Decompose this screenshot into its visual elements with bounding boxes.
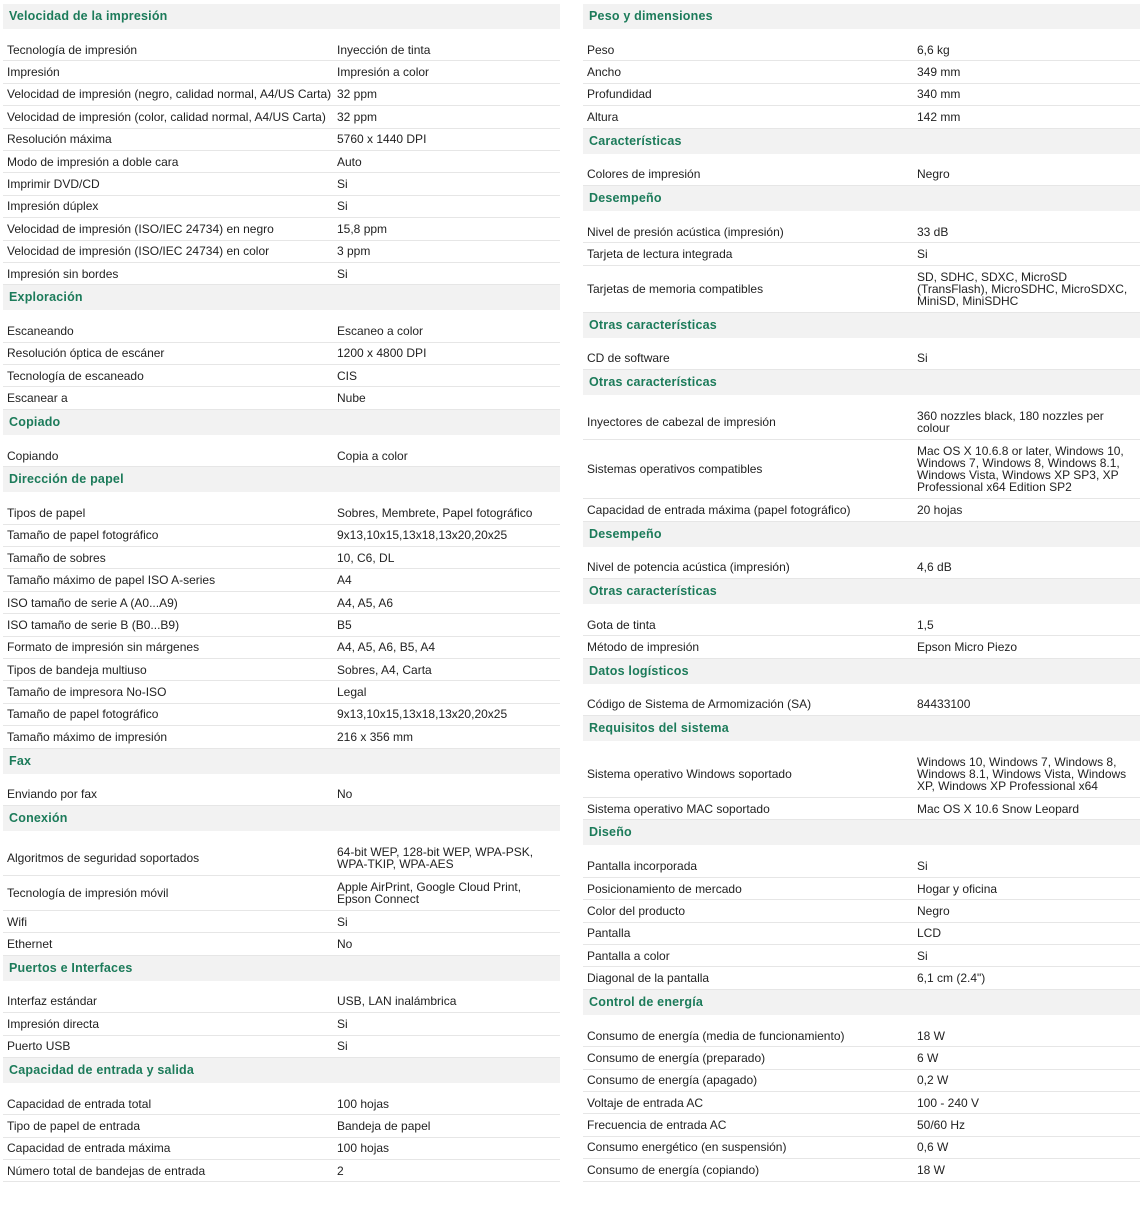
spec-label: Sistema operativo MAC soportado <box>587 801 770 816</box>
spec-value: Inyección de tinta <box>337 42 431 57</box>
spec-label: Resolución máxima <box>7 132 112 147</box>
spec-label: Imprimir DVD/CD <box>7 177 100 192</box>
spec-label: Voltaje de entrada AC <box>587 1095 704 1110</box>
spec-value: 50/60 Hz <box>917 1118 966 1133</box>
spec-label: Tarjetas de memoria compatibles <box>587 281 764 296</box>
spec-value: Escaneo a color <box>337 323 424 338</box>
section-title: Dirección de papel <box>3 467 560 492</box>
spec-row <box>3 151 560 173</box>
spec-label: Escaneando <box>7 323 74 338</box>
spec-label: Tipos de bandeja multiuso <box>7 662 147 677</box>
spec-label: Ethernet <box>7 937 53 952</box>
spec-label: Inyectores de cabezal de impresión <box>587 415 776 430</box>
section-spacer <box>3 981 560 991</box>
spec-label: Consumo de energía (copiando) <box>587 1162 760 1177</box>
spec-row <box>3 525 560 547</box>
spec-label: Tecnología de impresión <box>7 42 138 57</box>
spec-value: Si <box>917 859 928 874</box>
spec-label: Número total de bandejas de entrada <box>7 1163 206 1178</box>
spec-row <box>583 440 1140 499</box>
spec-label: ISO tamaño de serie A (A0...A9) <box>7 595 178 610</box>
spec-label: Tamaño de papel fotográfico <box>7 707 159 722</box>
spec-value: 1,5 <box>917 617 934 632</box>
spec-value: 9x13,10x15,13x18,13x20,20x25 <box>337 528 508 543</box>
spec-value: Sobres, Membrete, Papel fotográfico <box>337 505 533 520</box>
spec-row <box>3 841 560 876</box>
spec-section-requisitos-del-sistema <box>583 716 1140 820</box>
spec-section-caracteristicas <box>583 129 1140 186</box>
spec-section-exploracion <box>3 285 560 410</box>
section-title: Otras características <box>583 370 1140 395</box>
spec-row <box>583 39 1140 61</box>
spec-section-capacidad-de-entrada-y-salida <box>3 1058 560 1183</box>
spec-label: Capacidad de entrada máxima (papel fotográfico) <box>587 502 851 517</box>
spec-row <box>583 636 1140 658</box>
spec-row <box>583 1025 1140 1047</box>
spec-value: 15,8 ppm <box>337 221 388 236</box>
spec-value: Si <box>337 199 348 214</box>
section-spacer <box>3 831 560 841</box>
spec-label: Copiando <box>7 448 59 463</box>
spec-value: 349 mm <box>917 65 961 80</box>
spec-column-right <box>583 4 1140 1182</box>
spec-row <box>3 320 560 342</box>
spec-value: Auto <box>337 154 362 169</box>
spec-label: Peso <box>587 42 615 57</box>
spec-label: Tipos de papel <box>7 505 86 520</box>
section-spacer <box>3 435 560 445</box>
spec-row <box>583 900 1140 922</box>
spec-row <box>583 1092 1140 1114</box>
spec-value: 32 ppm <box>337 109 378 124</box>
spec-label: Velocidad de impresión (ISO/IEC 24734) en color <box>7 244 270 259</box>
spec-section-direccion-de-papel <box>3 467 560 748</box>
spec-value: Apple AirPrint, Google Cloud Print, Epson Connect <box>337 879 522 906</box>
spec-row <box>583 878 1140 900</box>
section-title: Diseño <box>583 820 1140 845</box>
spec-value: 100 - 240 V <box>917 1095 980 1110</box>
spec-row <box>583 266 1140 313</box>
spec-value: A4, A5, A6 <box>337 595 394 610</box>
spec-label: Algoritmos de seguridad soportados <box>7 850 200 865</box>
spec-value: 100 hojas <box>337 1141 390 1156</box>
section-spacer <box>583 684 1140 694</box>
spec-row <box>3 704 560 726</box>
spec-row <box>3 84 560 106</box>
spec-label: Puerto USB <box>7 1039 71 1054</box>
spec-row <box>583 751 1140 798</box>
spec-label: Altura <box>587 109 619 124</box>
section-title: Velocidad de la impresión <box>3 4 560 29</box>
spec-value: 216 x 356 mm <box>337 729 414 744</box>
section-title: Desempeño <box>583 522 1140 547</box>
spec-label: Pantalla a color <box>587 948 670 963</box>
spec-value: Sobres, A4, Carta <box>337 662 432 677</box>
section-title: Peso y dimensiones <box>583 4 1140 29</box>
spec-value: Mac OS X 10.6.8 or later, Windows 10, Windows 7, Windows 8, Windows 8.1, Windows Vista, Windows XP SP3, XP Professional x64 Edition SP2 <box>917 444 1124 495</box>
spec-section-peso-y-dimensiones <box>583 4 1140 129</box>
spec-label: Modo de impresión a doble cara <box>7 154 179 169</box>
spec-row <box>3 1093 560 1115</box>
section-spacer <box>583 154 1140 164</box>
spec-row <box>3 196 560 218</box>
section-spacer <box>3 774 560 784</box>
spec-label: Formato de impresión sin márgenes <box>7 640 200 655</box>
spec-label: Tamaño de papel fotográfico <box>7 528 159 543</box>
spec-label: Profundidad <box>587 87 652 102</box>
spec-label: Nivel de presión acústica (impresión) <box>587 224 784 239</box>
spec-row <box>3 39 560 61</box>
section-title: Datos logísticos <box>583 659 1140 684</box>
spec-row <box>3 502 560 524</box>
spec-value: 6,6 kg <box>917 42 950 57</box>
spec-label: Impresión sin bordes <box>7 266 119 281</box>
spec-value: Nube <box>337 391 366 406</box>
spec-row <box>583 243 1140 265</box>
spec-value: 100 hojas <box>337 1096 390 1111</box>
spec-value: 84433100 <box>917 697 971 712</box>
section-spacer <box>3 310 560 320</box>
spec-section-desempeno <box>583 186 1140 313</box>
spec-row <box>3 263 560 285</box>
spec-row <box>583 1114 1140 1136</box>
spec-value: 32 ppm <box>337 87 378 102</box>
spec-section-desempeno <box>583 522 1140 579</box>
spec-value: Si <box>337 1039 348 1054</box>
section-spacer <box>3 29 560 39</box>
spec-label: Impresión <box>7 65 60 80</box>
spec-label: Gota de tinta <box>587 617 656 632</box>
section-spacer <box>583 1015 1140 1025</box>
spec-row <box>3 61 560 83</box>
spec-value: 9x13,10x15,13x18,13x20,20x25 <box>337 707 508 722</box>
spec-value: Si <box>337 1016 348 1031</box>
spec-value: Bandeja de papel <box>337 1118 431 1133</box>
spec-row <box>583 798 1140 820</box>
spec-row <box>3 659 560 681</box>
spec-row <box>3 547 560 569</box>
spec-value: 64-bit WEP, 128-bit WEP, WPA-PSK, WPA-TKIP, WPA-AES <box>337 844 534 871</box>
spec-section-otras-caracteristicas <box>583 313 1140 370</box>
spec-value: 4,6 dB <box>917 560 952 575</box>
spec-label: Tecnología de escaneado <box>7 368 144 383</box>
section-spacer <box>583 395 1140 405</box>
section-spacer <box>583 338 1140 348</box>
spec-value: Windows 10, Windows 7, Windows 8, Windows 8.1, Windows Vista, Windows XP, Windows XP Professional x64 <box>917 755 1127 794</box>
spec-label: Tamaño de sobres <box>7 550 106 565</box>
spec-value: 3 ppm <box>337 244 371 259</box>
spec-value: Legal <box>337 685 367 700</box>
spec-label: Capacidad de entrada total <box>7 1096 152 1111</box>
section-spacer <box>3 1083 560 1093</box>
section-title: Desempeño <box>583 186 1140 211</box>
spec-row <box>3 241 560 263</box>
section-title: Características <box>583 129 1140 154</box>
spec-value: SD, SDHC, SDXC, MicroSD (TransFlash), MicroSDHC, MicroSDXC, MiniSD, MiniSDHC <box>917 269 1128 308</box>
spec-row <box>583 1047 1140 1069</box>
spec-row <box>3 1138 560 1160</box>
section-title: Exploración <box>3 285 560 310</box>
spec-section-conexion <box>3 806 560 956</box>
spec-value: Impresión a color <box>337 65 430 80</box>
section-title: Capacidad de entrada y salida <box>3 1058 560 1083</box>
spec-label: Diagonal de la pantalla <box>587 971 710 986</box>
section-spacer <box>583 29 1140 39</box>
spec-row <box>583 855 1140 877</box>
spec-label: Tecnología de impresión móvil <box>7 885 169 900</box>
spec-row <box>583 164 1140 186</box>
spec-row <box>3 1160 560 1182</box>
spec-label: Consumo de energía (preparado) <box>587 1050 766 1065</box>
spec-label: Consumo de energía (apagado) <box>587 1073 758 1088</box>
spec-row <box>3 365 560 387</box>
spec-row <box>3 129 560 151</box>
spec-row <box>3 343 560 365</box>
spec-value: 360 nozzles black, 180 nozzles per colour <box>917 409 1104 436</box>
spec-row <box>3 173 560 195</box>
spec-label: Sistemas operativos compatibles <box>587 462 763 477</box>
spec-value: 6 W <box>917 1050 939 1065</box>
spec-value: 5760 x 1440 DPI <box>337 132 427 147</box>
spec-label: Nivel de potencia acústica (impresión) <box>587 560 790 575</box>
spec-value: 0,6 W <box>917 1140 949 1155</box>
spec-column-left <box>3 4 560 1182</box>
spec-section-velocidad-de-la-impresion <box>3 4 560 285</box>
spec-row <box>583 694 1140 716</box>
spec-value: 33 dB <box>917 224 949 239</box>
spec-section-copiado <box>3 410 560 467</box>
spec-value: No <box>337 937 353 952</box>
spec-section-diseno <box>583 820 1140 989</box>
spec-section-control-de-energia <box>583 990 1140 1182</box>
spec-row <box>3 681 560 703</box>
spec-label: Tamaño máximo de papel ISO A-series <box>7 573 216 588</box>
spec-label: Tamaño de impresora No-ISO <box>7 685 167 700</box>
spec-row <box>3 1013 560 1035</box>
spec-value: A4 <box>337 573 352 588</box>
spec-row <box>583 1137 1140 1159</box>
spec-row <box>3 569 560 591</box>
spec-label: CD de software <box>587 351 670 366</box>
section-spacer <box>583 845 1140 855</box>
spec-value: 18 W <box>917 1162 946 1177</box>
spec-value: Hogar y oficina <box>917 881 998 896</box>
spec-row <box>583 945 1140 967</box>
spec-label: Capacidad de entrada máxima <box>7 1141 171 1156</box>
spec-value: Si <box>337 266 348 281</box>
spec-label: Pantalla incorporada <box>587 859 698 874</box>
spec-label: Tamaño máximo de impresión <box>7 729 168 744</box>
spec-row <box>583 1159 1140 1181</box>
spec-row <box>583 614 1140 636</box>
spec-value: Copia a color <box>337 448 408 463</box>
spec-label: Consumo energético (en suspensión) <box>587 1140 787 1155</box>
section-spacer <box>3 492 560 502</box>
spec-value: Si <box>917 351 928 366</box>
spec-label: Frecuencia de entrada AC <box>587 1118 727 1133</box>
spec-value: 0,2 W <box>917 1073 949 1088</box>
spec-label: Resolución óptica de escáner <box>7 346 165 361</box>
spec-row <box>3 592 560 614</box>
spec-label: Consumo de energía (media de funcionamiento) <box>587 1028 845 1043</box>
spec-row <box>3 614 560 636</box>
spec-value: No <box>337 787 353 802</box>
spec-label: Tipo de papel de entrada <box>7 1118 140 1133</box>
section-spacer <box>583 547 1140 557</box>
spec-value: Mac OS X 10.6 Snow Leopard <box>917 801 1080 816</box>
spec-row <box>583 499 1140 521</box>
section-spacer <box>583 604 1140 614</box>
spec-label: Ancho <box>587 65 622 80</box>
spec-value: Negro <box>917 167 950 182</box>
spec-value: USB, LAN inalámbrica <box>337 994 457 1009</box>
spec-row <box>583 1070 1140 1092</box>
spec-value: Si <box>917 948 928 963</box>
spec-label: Colores de impresión <box>587 167 701 182</box>
spec-label: Wifi <box>7 914 27 929</box>
spec-label: Velocidad de impresión (color, calidad normal, A4/US Carta) <box>7 109 326 124</box>
spec-row <box>583 106 1140 128</box>
spec-label: Posicionamiento de mercado <box>587 881 742 896</box>
spec-section-datos-logisticos <box>583 659 1140 716</box>
spec-value: 340 mm <box>917 87 961 102</box>
spec-section-fax <box>3 749 560 806</box>
spec-row <box>583 61 1140 83</box>
spec-value: 20 hojas <box>917 502 963 517</box>
spec-row <box>3 637 560 659</box>
section-spacer <box>583 741 1140 751</box>
spec-label: Color del producto <box>587 903 686 918</box>
spec-value: Si <box>917 247 928 262</box>
spec-row <box>583 221 1140 243</box>
spec-row <box>583 557 1140 579</box>
spec-row <box>583 84 1140 106</box>
spec-label: ISO tamaño de serie B (B0...B9) <box>7 617 180 632</box>
spec-value: 2 <box>337 1163 344 1178</box>
spec-value: 6,1 cm (2.4") <box>917 971 986 986</box>
spec-value: A4, A5, A6, B5, A4 <box>337 640 436 655</box>
spec-row <box>583 405 1140 440</box>
section-spacer <box>583 211 1140 221</box>
spec-label: Tarjeta de lectura integrada <box>587 247 733 262</box>
spec-label: Velocidad de impresión (negro, calidad normal, A4/US Carta) <box>7 87 332 102</box>
spec-value: Si <box>337 914 348 929</box>
spec-value: Si <box>337 177 348 192</box>
spec-label: Interfaz estándar <box>7 994 98 1009</box>
spec-row <box>3 218 560 240</box>
spec-value: Epson Micro Piezo <box>917 639 1018 654</box>
spec-row <box>3 387 560 409</box>
section-title: Conexión <box>3 806 560 831</box>
spec-row <box>3 784 560 806</box>
spec-row <box>3 1115 560 1137</box>
spec-row <box>3 876 560 911</box>
spec-label: Impresión directa <box>7 1016 100 1031</box>
spec-row <box>583 967 1140 989</box>
section-title: Copiado <box>3 410 560 435</box>
spec-label: Método de impresión <box>587 639 700 654</box>
spec-row <box>3 1036 560 1058</box>
spec-row <box>3 726 560 748</box>
section-title: Puertos e Interfaces <box>3 956 560 981</box>
section-title: Otras características <box>583 579 1140 604</box>
spec-row <box>3 445 560 467</box>
spec-value: LCD <box>917 926 942 941</box>
section-title: Otras características <box>583 313 1140 338</box>
spec-row <box>583 348 1140 370</box>
spec-value: 1200 x 4800 DPI <box>337 346 427 361</box>
spec-label: Código de Sistema de Armomización (SA) <box>587 697 812 712</box>
spec-row <box>583 923 1140 945</box>
spec-value: CIS <box>337 368 358 383</box>
spec-label: Enviando por fax <box>7 787 98 802</box>
spec-value: 18 W <box>917 1028 946 1043</box>
section-title: Requisitos del sistema <box>583 716 1140 741</box>
spec-value: B5 <box>337 617 352 632</box>
spec-value: Negro <box>917 903 950 918</box>
spec-section-otras-caracteristicas <box>583 579 1140 659</box>
spec-value: 10, C6, DL <box>337 550 395 565</box>
spec-row <box>3 933 560 955</box>
spec-row <box>3 106 560 128</box>
section-title: Fax <box>3 749 560 774</box>
spec-label: Velocidad de impresión (ISO/IEC 24734) en negro <box>7 221 274 236</box>
spec-label: Impresión dúplex <box>7 199 99 214</box>
spec-label: Pantalla <box>587 926 631 941</box>
spec-value: 142 mm <box>917 109 961 124</box>
spec-row <box>3 991 560 1013</box>
spec-label: Sistema operativo Windows soportado <box>587 767 792 782</box>
spec-label: Escanear a <box>7 391 68 406</box>
spec-row <box>3 911 560 933</box>
section-title: Control de energía <box>583 990 1140 1015</box>
spec-section-otras-caracteristicas <box>583 370 1140 521</box>
spec-section-puertos-e-interfaces <box>3 956 560 1058</box>
